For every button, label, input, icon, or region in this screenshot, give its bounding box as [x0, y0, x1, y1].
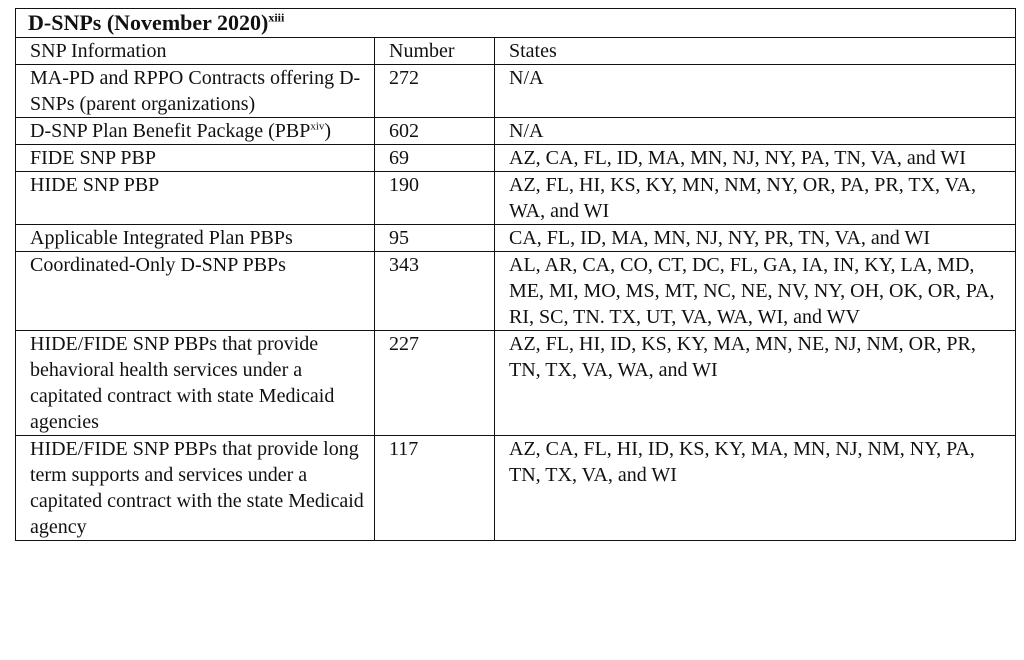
- table-row: [16, 145, 1016, 172]
- table-row: [16, 331, 1016, 436]
- row-states: AL, AR, CA, CO, CT, DC, FL, GA, IA, IN, KY, LA, MD, ME, MI, MO, MS, MT, NC, NE, NV, NY, OH, OK, OR, PA, RI, SC, TN. TX, UT, VA, WA, WI, and WV: [495, 252, 1016, 331]
- table-header-row: [16, 38, 1016, 65]
- row-number: 190: [375, 172, 495, 225]
- row-info: HIDE/FIDE SNP PBPs that provide behavioral health services under a capitated contract with state Medicaid agencies: [16, 331, 375, 436]
- row-info-footnote: xiv: [310, 120, 325, 133]
- dsnp-table-container: [15, 8, 1016, 541]
- row-number: 602: [375, 118, 495, 145]
- row-states: AZ, FL, HI, KS, KY, MN, NM, NY, OR, PA, PR, TX, VA, WA, and WI: [495, 172, 1016, 225]
- table-title-text: D-SNPs (November 2020): [28, 10, 269, 35]
- row-info: MA-PD and RPPO Contracts offering D-SNPs (parent organizations): [16, 65, 375, 118]
- table-row: [16, 172, 1016, 225]
- row-number: 69: [375, 145, 495, 172]
- row-info-tail: ): [324, 120, 332, 142]
- row-number: 227: [375, 331, 495, 436]
- row-info: Applicable Integrated Plan PBPs: [16, 225, 375, 252]
- row-info-text: D-SNP Plan Benefit Package (PBP: [30, 120, 311, 142]
- row-states: AZ, CA, FL, HI, ID, KS, KY, MA, MN, NJ, NM, NY, PA, TN, TX, VA, and WI: [495, 436, 1016, 541]
- header-number: Number: [375, 38, 495, 65]
- row-states: AZ, CA, FL, ID, MA, MN, NJ, NY, PA, TN, VA, and WI: [495, 145, 1016, 172]
- table-row: [16, 118, 1016, 145]
- row-number: 95: [375, 225, 495, 252]
- row-number: 343: [375, 252, 495, 331]
- header-snp-information: SNP Information: [16, 38, 375, 65]
- row-number: 272: [375, 65, 495, 118]
- table-title-row: [16, 9, 1016, 38]
- table-row: [16, 252, 1016, 331]
- row-states: CA, FL, ID, MA, MN, NJ, NY, PR, TN, VA, and WI: [495, 225, 1016, 252]
- dsnp-table: [15, 8, 1016, 541]
- row-info: HIDE SNP PBP: [16, 172, 375, 225]
- row-info: [16, 118, 375, 145]
- row-states: AZ, FL, HI, ID, KS, KY, MA, MN, NE, NJ, NM, OR, PR, TN, TX, VA, WA, and WI: [495, 331, 1016, 436]
- table-row: [16, 436, 1016, 541]
- table-row: [16, 65, 1016, 118]
- table-title-footnote: xiii: [268, 10, 285, 25]
- row-states: N/A: [495, 65, 1016, 118]
- table-row: [16, 225, 1016, 252]
- row-info: HIDE/FIDE SNP PBPs that provide long term supports and services under a capitated contract with the state Medicaid agency: [16, 436, 375, 541]
- row-info: Coordinated-Only D-SNP PBPs: [16, 252, 375, 331]
- row-info: FIDE SNP PBP: [16, 145, 375, 172]
- header-states: States: [495, 38, 1016, 65]
- row-states: N/A: [495, 118, 1016, 145]
- row-number: 117: [375, 436, 495, 541]
- table-title: [16, 9, 1016, 38]
